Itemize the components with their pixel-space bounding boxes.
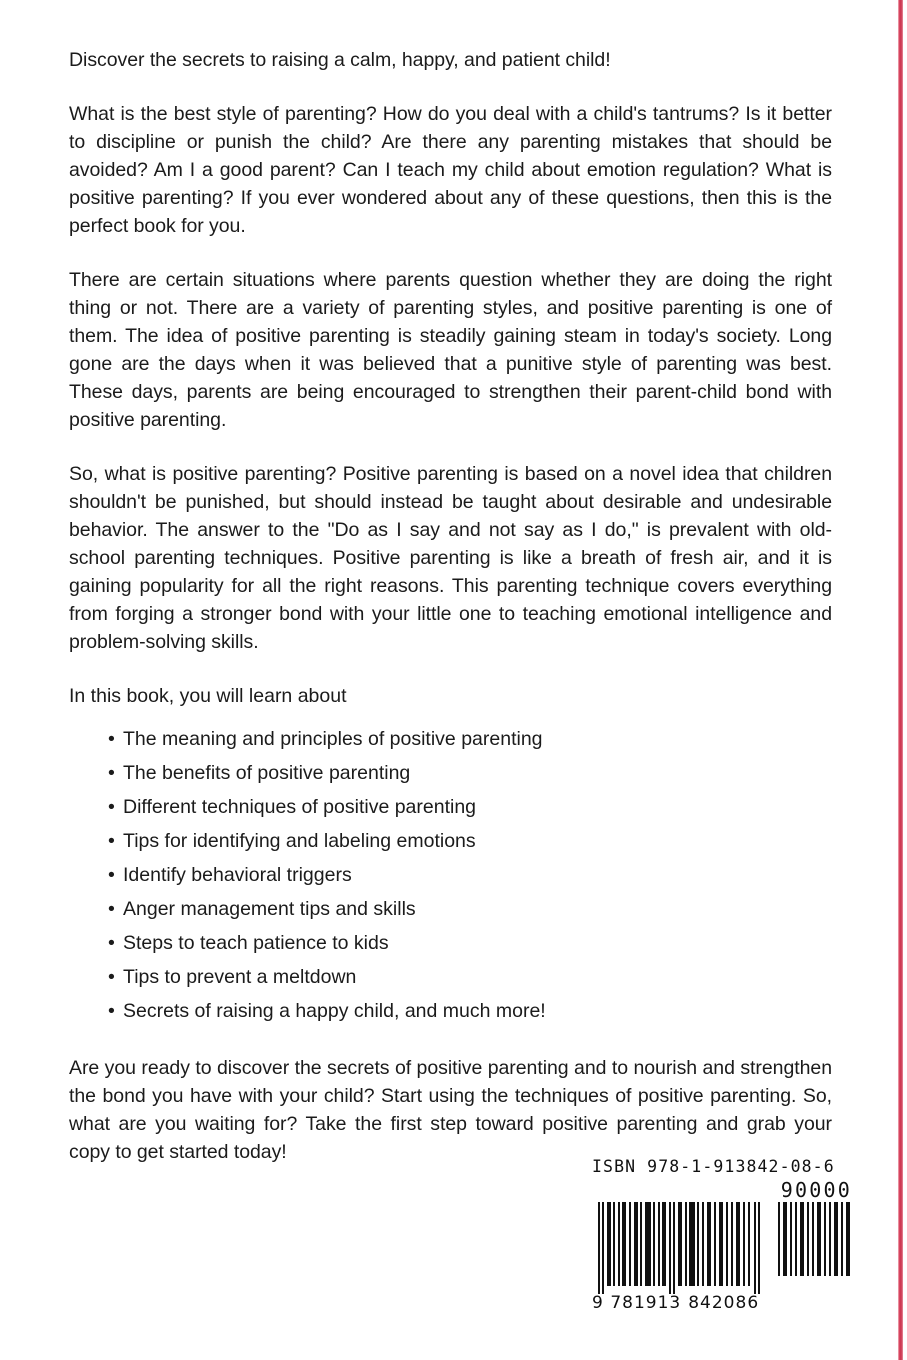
ean13-digits [592,1293,764,1313]
list-item [108,960,832,994]
list-item-label: Identify behavioral triggers [123,864,352,886]
list-item-label: Steps to teach patience to kids [123,932,389,954]
ean-right-group: 842086 [688,1293,760,1313]
bullet-icon: • [108,796,115,818]
ean13-bars-icon [592,1202,764,1294]
bullet-icon: • [108,1000,115,1022]
blurb-content [69,46,832,1192]
list-item-label: Anger management tips and skills [123,898,416,920]
list-item-label: Tips for identifying and labeling emotions [123,830,476,852]
list-item [108,756,832,790]
bullet-icon: • [108,932,115,954]
closing-paragraph: Are you ready to discover the secrets of positive parenting and to nourish and strengthen the bond you have with your child? Start using the techniques of positive parenting. So, what are you waiting for? Take the first step toward positive parenting and grab your copy to get started today! [69,1057,832,1163]
ean5-addon-barcode [776,1180,852,1276]
ean5-bars-icon [776,1202,852,1276]
isbn-label: ISBN 978-1-913842-08-6 [592,1157,835,1176]
bullet-icon: • [108,728,115,750]
ean13-barcode [592,1180,764,1313]
list-item [108,892,832,926]
ean-left-group: 781913 [610,1293,682,1313]
list-item [108,790,832,824]
list-item [108,858,832,892]
ean-lead-digit: 9 [592,1293,604,1313]
blurb-paragraph-3: So, what is positive parenting? Positive parenting is based on a novel idea that children shouldn't be punished, but should instead be taught about desirable and undesirable behavior. The answer to the "Do as I say and not say as I do," is prevalent with old-school parenting techniques. Positive parenting is like a breath of fresh air, and it is gaining popularity for all the right reasons. This parenting technique covers everything from forging a stronger bond with your little one to teaching emotional intelligence and problem-solving skills. [69,463,832,653]
list-item [108,926,832,960]
blurb-paragraph-1: What is the best style of parenting? How do you deal with a child's tantrums? Is it better to discipline or punish the child? Are there any parenting mistakes that should be avoided? Am I a good parent? Can I teach my child about emotion regulation? What is positive parenting? If you ever wondered about any of these questions, then this is the perfect book for you. [69,103,832,237]
bullet-icon: • [108,762,115,784]
list-item [108,824,832,858]
isbn-barcode-block [592,1157,854,1313]
list-item-label: Tips to prevent a meltdown [123,966,357,988]
bullet-icon: • [108,830,115,852]
list-item-label: Different techniques of positive parenting [123,796,477,818]
bullet-icon: • [108,966,115,988]
list-item-label: Secrets of raising a happy child, and much more! [123,1000,546,1022]
learn-list-intro: In this book, you will learn about [69,685,347,707]
list-item-label: The meaning and principles of positive parenting [123,728,543,750]
learn-list [69,722,832,1028]
hook-line: Discover the secrets to raising a calm, happy, and patient child! [69,49,611,71]
barcode-row [592,1180,854,1313]
addon-price-number: 90000 [780,1178,852,1202]
bullet-icon: • [108,864,115,886]
list-item [108,722,832,756]
cover-edge-rule [898,0,903,1360]
barcode-top-spacer [592,1180,764,1202]
list-item-label: The benefits of positive parenting [123,762,411,784]
list-item [108,994,832,1028]
blurb-paragraph-2: There are certain situations where parents question whether they are doing the right thing or not. There are a variety of parenting styles, and positive parenting is one of them. The idea of positive parenting is steadily gaining steam in today's society. Long gone are the days when it was believed that a punitive style of parenting was best. These days, parents are being encouraged to strengthen their parent-child bond with positive parenting. [69,269,832,431]
bullet-icon: • [108,898,115,920]
